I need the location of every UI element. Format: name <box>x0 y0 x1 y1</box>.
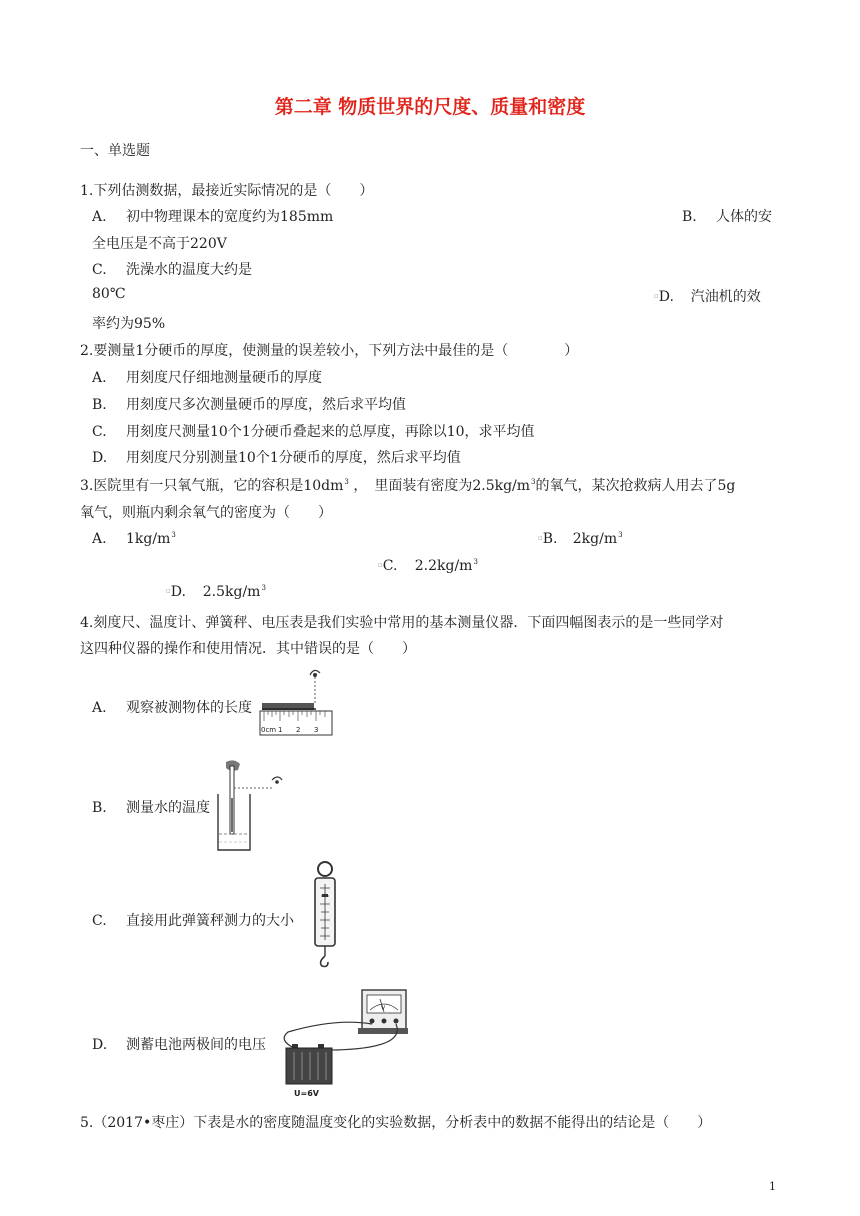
bullet-icon: ▫ <box>378 561 383 569</box>
bullet-icon: ▫ <box>166 587 171 595</box>
option-label: C. <box>92 913 107 929</box>
option-label: A. <box>92 370 107 386</box>
option-text: 初中物理课本的宽度约为185mm <box>126 209 334 225</box>
q2-option-a <box>92 367 322 387</box>
superscript: 3 <box>618 531 623 539</box>
stem-part: 的氧气，某次抢救病人用去了5g <box>535 478 736 494</box>
option-label: D. <box>170 584 186 600</box>
option-label: A. <box>92 531 107 547</box>
option-label: B. <box>92 800 107 816</box>
q1-option-a <box>92 206 333 226</box>
ruler-figure <box>258 665 338 740</box>
scale-ring <box>318 862 332 876</box>
superscript: 3 <box>261 584 266 592</box>
option-label: D. <box>92 1037 108 1053</box>
option-label: D. <box>92 450 108 466</box>
option-text: 用刻度尺仔细地测量硬币的厚度 <box>126 370 322 386</box>
question-1-stem: 1.下列估测数据，最接近实际情况的是（ ） <box>80 183 374 199</box>
question-2-stem: 2.要测量1分硬币的厚度，使测量的误差较小，下列方法中最佳的是（ ） <box>80 343 579 359</box>
question-3-stem-line1 <box>80 475 735 495</box>
option-text: 测蓄电池两极间的电压 <box>126 1037 266 1053</box>
option-text: 2.5kg/m <box>202 584 261 600</box>
option-label: B. <box>542 531 558 547</box>
option-text: 汽油机的效 <box>690 289 761 305</box>
superscript: 3 <box>171 531 176 539</box>
q2-option-c <box>92 421 535 441</box>
option-text: 洗澡水的温度大约是 <box>126 262 252 278</box>
terminal <box>370 1019 375 1024</box>
q3-option-c <box>378 558 478 574</box>
option-text: 直接用此弹簧秤测力的大小 <box>126 913 294 929</box>
question-3-stem-line2: 氧气，则瓶内剩余氧气的密度为（ ） <box>80 505 332 521</box>
svg-text:V: V <box>381 1005 386 1012</box>
option-label: C. <box>92 424 107 440</box>
q2-option-d <box>92 447 461 467</box>
question-4-stem-line1: 4.刻度尺、温度计、弹簧秤、电压表是我们实验中常用的基本测量仪器．下面四幅图表示的是一些同学对 <box>80 615 724 631</box>
stem-part: 3.医院里有一只氧气瓶，它的容积是10dm <box>80 478 344 494</box>
question-5-stem: 5.（2017•枣庄）下表是水的密度随温度变化的实验数据，分析表中的数据不能得出的结论是（ ） <box>80 1115 712 1131</box>
option-label: D. <box>658 289 674 305</box>
eye-icon <box>272 777 282 780</box>
q1-option-b-cont: 全电压是不高于220V <box>92 236 227 252</box>
q4-option-a <box>92 697 252 717</box>
q4-option-b <box>92 797 210 817</box>
option-label: B. <box>92 397 107 413</box>
battery-icon <box>286 1044 332 1084</box>
scale-hook <box>321 956 328 967</box>
q3-option-b <box>538 531 623 547</box>
page-number: 1 <box>769 1180 776 1193</box>
bullet-icon: ▫ <box>654 292 659 300</box>
voltmeter <box>358 990 408 1034</box>
eye-icon <box>310 670 320 703</box>
option-text: 用刻度尺多次测量硬币的厚度，然后求平均值 <box>126 397 406 413</box>
thermometer-beaker-figure <box>212 758 296 854</box>
option-text: 测量水的温度 <box>126 800 210 816</box>
q1-option-c-cont: 80℃ <box>92 286 126 302</box>
superscript: 3 <box>344 478 349 486</box>
option-text: 人体的安 <box>716 209 772 225</box>
superscript: 3 <box>473 558 478 566</box>
option-text: 用刻度尺测量10个1分硬币叠起来的总厚度，再除以10，求平均值 <box>126 424 535 440</box>
terminal <box>382 1019 387 1024</box>
q2-option-b <box>92 394 406 414</box>
option-label: C. <box>382 558 398 574</box>
ruler-tick-label: 2 <box>296 726 301 734</box>
q1-option-d-cont: 率约为95% <box>92 316 166 332</box>
ruler-tick-label: 3 <box>314 726 319 734</box>
option-label: C. <box>92 262 107 278</box>
q4-option-c <box>92 910 294 930</box>
option-label: B. <box>682 209 697 225</box>
voltmeter-battery-figure <box>276 988 408 1100</box>
scale-pointer <box>322 894 328 897</box>
q3-option-a <box>92 531 176 547</box>
superscript: 3 <box>531 478 536 486</box>
option-label: A. <box>92 209 107 225</box>
section-heading: 一、单选题 <box>80 143 150 159</box>
q4-option-d <box>92 1034 266 1054</box>
q3-option-d <box>166 584 266 600</box>
terminal <box>394 1019 399 1024</box>
option-text: 观察被测物体的长度 <box>126 700 252 716</box>
option-label: A. <box>92 700 107 716</box>
question-4-stem-line2: 这四种仪器的操作和使用情况．其中错误的是（ ） <box>80 641 416 657</box>
q1-option-c <box>92 259 252 279</box>
q1-option-b <box>682 206 772 226</box>
spring-scale-figure <box>308 860 342 970</box>
option-text: 2.2kg/m <box>414 558 473 574</box>
option-text: 用刻度尺分别测量10个1分硬币的厚度，然后求平均值 <box>126 450 461 466</box>
battery-voltage-label: U=6V <box>294 1089 319 1098</box>
bullet-icon: ▫ <box>538 534 543 542</box>
q1-option-d <box>654 286 761 306</box>
ruler-tick-label: 0cm <box>261 726 277 734</box>
ruler-tick-label: 1 <box>278 726 283 734</box>
stem-part: ， 里面装有密度为2.5kg/m <box>353 478 531 494</box>
option-text: 2kg/m <box>572 531 618 547</box>
option-text: 1kg/m <box>126 531 171 547</box>
page-title: 第二章 物质世界的尺度、质量和密度 <box>274 96 586 118</box>
